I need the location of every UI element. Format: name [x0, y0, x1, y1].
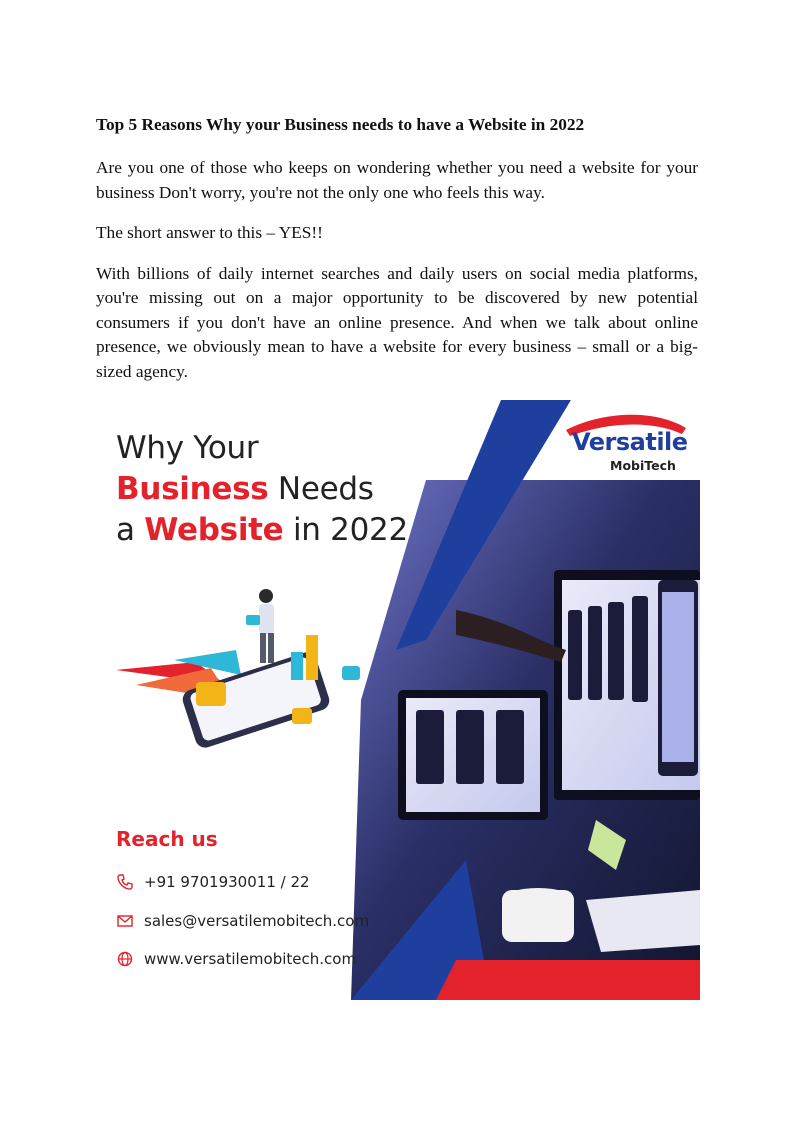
illustration: [116, 589, 360, 750]
mail-icon: [116, 912, 134, 930]
phone-number[interactable]: +91 9701930011 / 22: [144, 873, 310, 891]
website-url[interactable]: www.versatilemobitech.com: [144, 950, 357, 968]
globe-icon: [116, 950, 134, 968]
contact-email: [116, 912, 369, 930]
article-title: Top 5 Reasons Why your Business needs to have a Website in 2022: [96, 115, 585, 134]
promo-banner: [96, 400, 700, 1000]
phone-icon: [116, 873, 134, 891]
headline-needs: Needs: [268, 471, 374, 507]
headline-line-1: Why Your: [116, 430, 259, 466]
banner-headline: [116, 428, 408, 551]
headline-business: Business: [116, 471, 269, 507]
contact-phone: [116, 873, 310, 891]
article: [96, 114, 698, 400]
headline-a: a: [116, 512, 145, 548]
headline-line-3: [116, 510, 408, 551]
headline-website: Website: [144, 512, 284, 548]
headline-line-2: [116, 469, 408, 510]
red-strip: [436, 960, 700, 1000]
versatile-logo: [566, 414, 686, 476]
logo-sub: MobiTech: [610, 458, 676, 473]
reach-us-title: Reach us: [116, 827, 218, 851]
email-address[interactable]: sales@versatilemobitech.com: [144, 912, 370, 930]
logo-brand: Versatile: [572, 428, 688, 456]
headline-year: in 2022: [283, 512, 408, 548]
article-paragraph-2: The short answer to this – YES!!: [96, 223, 323, 242]
article-paragraph-3: With billions of daily internet searches and daily users on social media platforms, you're missing out on a major opportunity to be discovered by new potential consumers if you don't have an online presence. And when we talk about online presence, we obviously mean to have a website for every business – small or a big-sized agency.: [96, 263, 698, 381]
article-paragraph-1: Are you one of those who keeps on wondering whether you need a website for your business Don't worry, you're not the only one who feels this way.: [96, 158, 698, 202]
contact-website: [116, 950, 356, 968]
